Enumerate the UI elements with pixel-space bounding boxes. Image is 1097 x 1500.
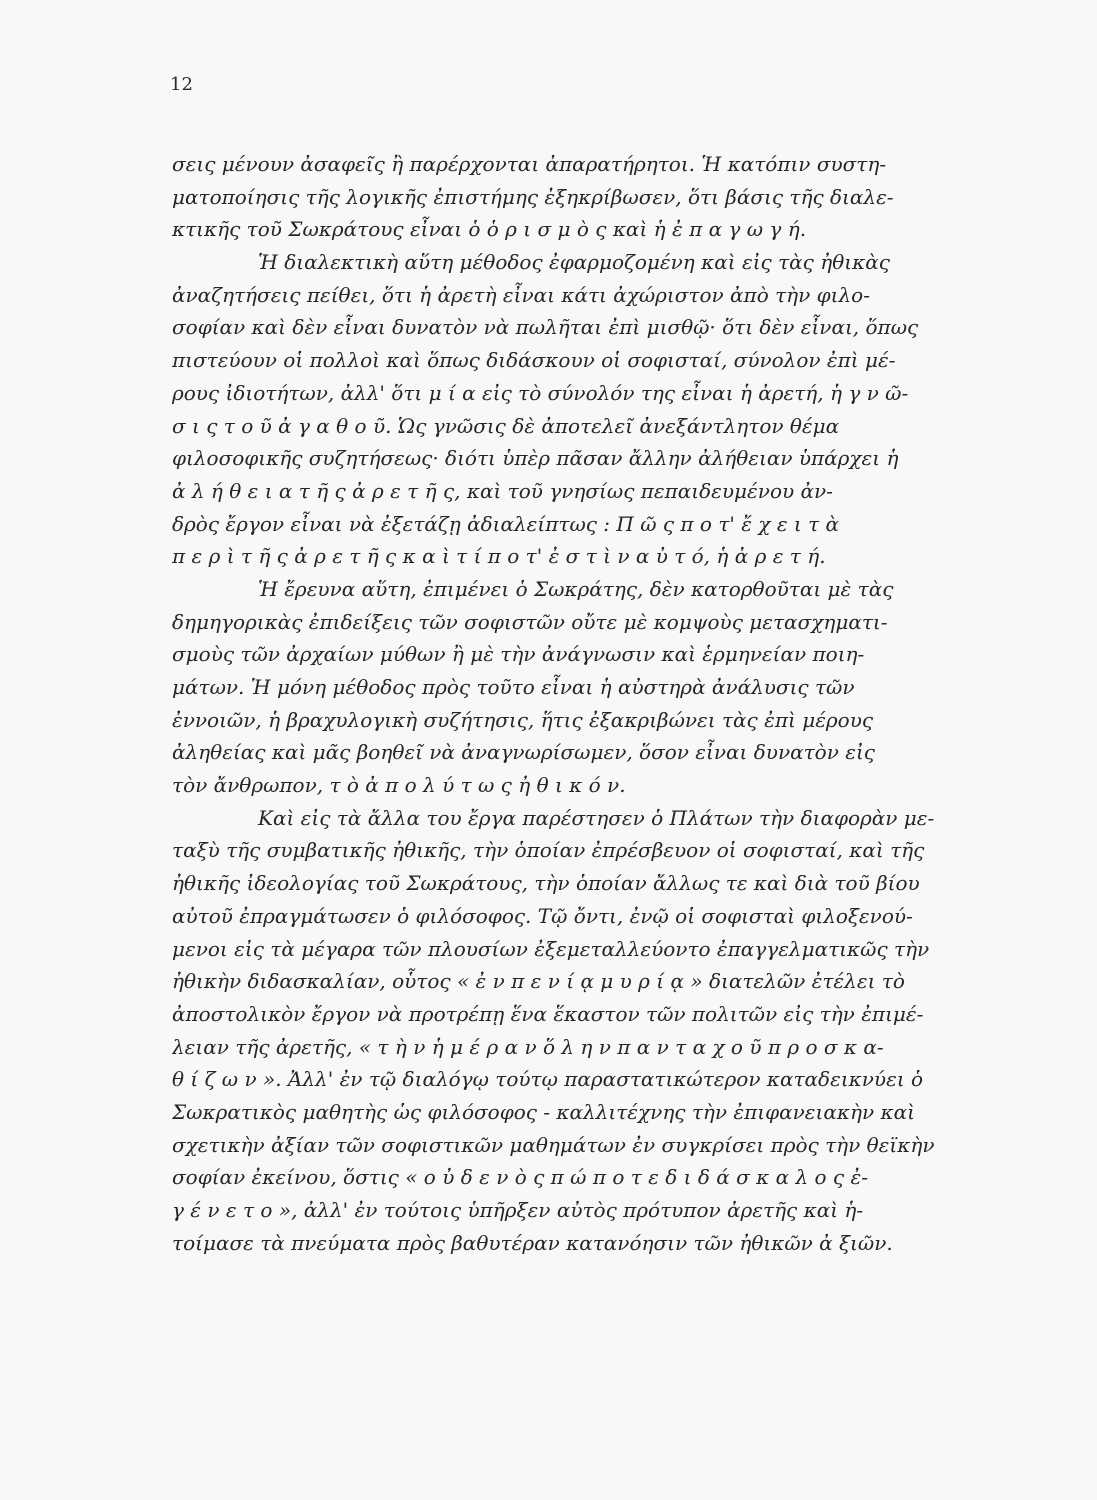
text-line: π ε ρ ὶ τ ῆ ς ἀ ρ ε τ ῆ ς κ α ὶ τ ί π ο τ' ἐ σ τ ὶ ν α ὐ τ ό, ἡ ἀ ρ ε τ ή. <box>172 544 826 569</box>
text-line: Σωκρατικὸς μαθητὴς ὡς φιλόσοφος - καλλιτέχνης τὴν ἐπιφανειακὴν καὶ <box>172 1099 915 1124</box>
text-line: λειαν τῆς ἀρετῆς, « τ ὴ ν ἡ μ έ ρ α ν ὅ λ η ν π α ν τ α χ ο ῦ π ρ ο σ κ α- <box>172 1034 884 1059</box>
text-line: Ἡ ἔρευνα αὕτη, ἐπιμένει ὁ Σωκράτης, δὲν κατορθοῦται μὲ τὰς <box>258 576 894 601</box>
body-text <box>172 148 1022 1259</box>
text-line: δρὸς ἔργον εἶναι νὰ ἐξετάζῃ ἀδιαλείπτως : Π ῶ ς π ο τ' ἔ χ ε ι τ ὰ <box>172 511 840 536</box>
text-line: σοφίαν καὶ δὲν εἶναι δυνατὸν νὰ πωλῆται ἐπὶ μισθῷ· ὅτι δὲν εἶναι, ὅπως <box>172 315 919 340</box>
text-line: μάτων. Ἡ μόνη μέθοδος πρὸς τοῦτο εἶναι ἡ αὐστηρὰ ἀνάλυσις τῶν <box>172 675 855 699</box>
text-line: σ ι ς τ ο ῦ ἀ γ α θ ο ῦ. Ὡς γνῶσις δὲ ἀποτελεῖ ἀνεξάντλητον θέμα <box>172 413 840 438</box>
text-line: κτικῆς τοῦ Σωκράτους εἶναι ὁ ὁ ρ ι σ μ ὸ ς καὶ ἡ ἐ π α γ ω γ ή. <box>172 217 807 242</box>
text-line: σχετικὴν ἀξίαν τῶν σοφιστικῶν μαθημάτων ἐν συγκρίσει πρὸς τὴν θεϊκὴν <box>172 1132 935 1157</box>
text-line: τὸν ἄνθρωπον, τ ὸ ἀ π ο λ ύ τ ω ς ἠ θ ι κ ό ν. <box>172 773 626 798</box>
text-line: μενοι εἰς τὰ μέγαρα τῶν πλουσίων ἐξεμεταλλεύοντο ἐπαγγελματικῶς τὴν <box>172 936 930 961</box>
text-line: ἠθικῆς ἰδεολογίας τοῦ Σωκράτους, τὴν ὁποίαν ἄλλως τε καὶ διὰ τοῦ βίου <box>172 871 920 896</box>
text-line: θ ί ζ ω ν ». Ἀλλ' ἐν τῷ διαλόγῳ τούτῳ παραστατικώτερον καταδεικνύει ὁ <box>172 1067 924 1092</box>
text-line: αὐτοῦ ἐπραγμάτωσεν ὁ φιλόσοφος. Τῷ ὄντι, ἐνῷ οἱ σοφισταὶ φιλοξενού- <box>172 903 913 928</box>
text-line: σμοὺς τῶν ἀρχαίων μύθων ἢ μὲ τὴν ἀνάγνωσιν καὶ ἑρμηνείαν ποιη- <box>172 642 865 667</box>
text-line: πιστεύουν οἱ πολλοὶ καὶ ὅπως διδάσκουν οἱ σοφισταί, σύνολον ἐπὶ μέ- <box>172 348 896 373</box>
page-number: 12 <box>170 74 193 95</box>
text-line: τοίμασε τὰ πνεύματα πρὸς βαθυτέραν κατανόησιν τῶν ἠθικῶν ἀ ξιῶν. <box>172 1230 893 1255</box>
text-line: σοφίαν ἐκείνου, ὅστις « ο ὐ δ ε ν ὸ ς π ώ π ο τ ε δ ι δ ά σ κ α λ ο ς ἐ- <box>172 1165 868 1190</box>
text-line: σεις μένουν ἀσαφεῖς ἢ παρέρχονται ἀπαρατήρητοι. Ἡ κατόπιν συστη- <box>172 152 887 176</box>
text-line: δημηγορικὰς ἐπιδείξεις τῶν σοφιστῶν οὔτε μὲ κομψοὺς μετασχηματι- <box>172 609 888 634</box>
text-line: Καὶ εἰς τὰ ἄλλα του ἔργα παρέστησεν ὁ Πλάτων τὴν διαφορὰν με- <box>258 805 935 830</box>
text-line: ματοποίησις τῆς λογικῆς ἐπιστήμης ἐξηκρίβωσεν, ὅτι βάσις τῆς διαλε- <box>172 184 894 209</box>
text-line: ἀποστολικὸν ἔργον νὰ προτρέπῃ ἕνα ἕκαστον τῶν πολιτῶν εἰς τὴν ἐπιμέ- <box>172 1001 924 1026</box>
text-line: ἐννοιῶν, ἡ βραχυλογικὴ συζήτησις, ἥτις ἐξακριβώνει τὰς ἐπὶ μέρους <box>172 707 874 732</box>
text-line: ἀναζητήσεις πείθει, ὅτι ἡ ἀρετὴ εἶναι κάτι ἀχώριστον ἀπὸ τὴν φιλο- <box>172 282 870 307</box>
text-line: ταξὺ τῆς συμβατικῆς ἠθικῆς, τὴν ὁποίαν ἐπρέσβευον οἱ σοφισταί, καὶ τῆς <box>172 838 925 863</box>
text-line: φιλοσοφικῆς συζητήσεως· διότι ὑπὲρ πᾶσαν ἄλλην ἀλήθειαν ὑπάρχει ἡ <box>172 446 899 471</box>
text-line: ἀ λ ή θ ε ι α τ ῆ ς ἀ ρ ε τ ῆ ς, καὶ τοῦ γνησίως πεπαιδευμένου ἀν- <box>172 478 833 503</box>
text-line: ρους ἰδιοτήτων, ἀλλ' ὅτι μ ί α εἰς τὸ σύνολόν της εἶναι ἡ ἀρετή, ἡ γ ν ῶ- <box>172 380 909 405</box>
text-line: γ έ ν ε τ ο », ἀλλ' ἐν τούτοις ὑπῆρξεν αὐτὸς πρότυπον ἀρετῆς καὶ ἡ- <box>172 1198 864 1222</box>
text-line: ἠθικὴν διδασκαλίαν, οὗτος « ἐ ν π ε ν ί ᾳ μ υ ρ ί ᾳ » διατελῶν ἐτέλει τὸ <box>172 969 905 994</box>
text-line: Ἡ διαλεκτικὴ αὕτη μέθοδος ἐφαρμοζομένη καὶ εἰς τὰς ἠθικὰς <box>258 250 890 275</box>
text-line: ἀληθείας καὶ μᾶς βοηθεῖ νὰ ἀναγνωρίσωμεν, ὅσον εἶναι δυνατὸν εἰς <box>172 740 876 765</box>
